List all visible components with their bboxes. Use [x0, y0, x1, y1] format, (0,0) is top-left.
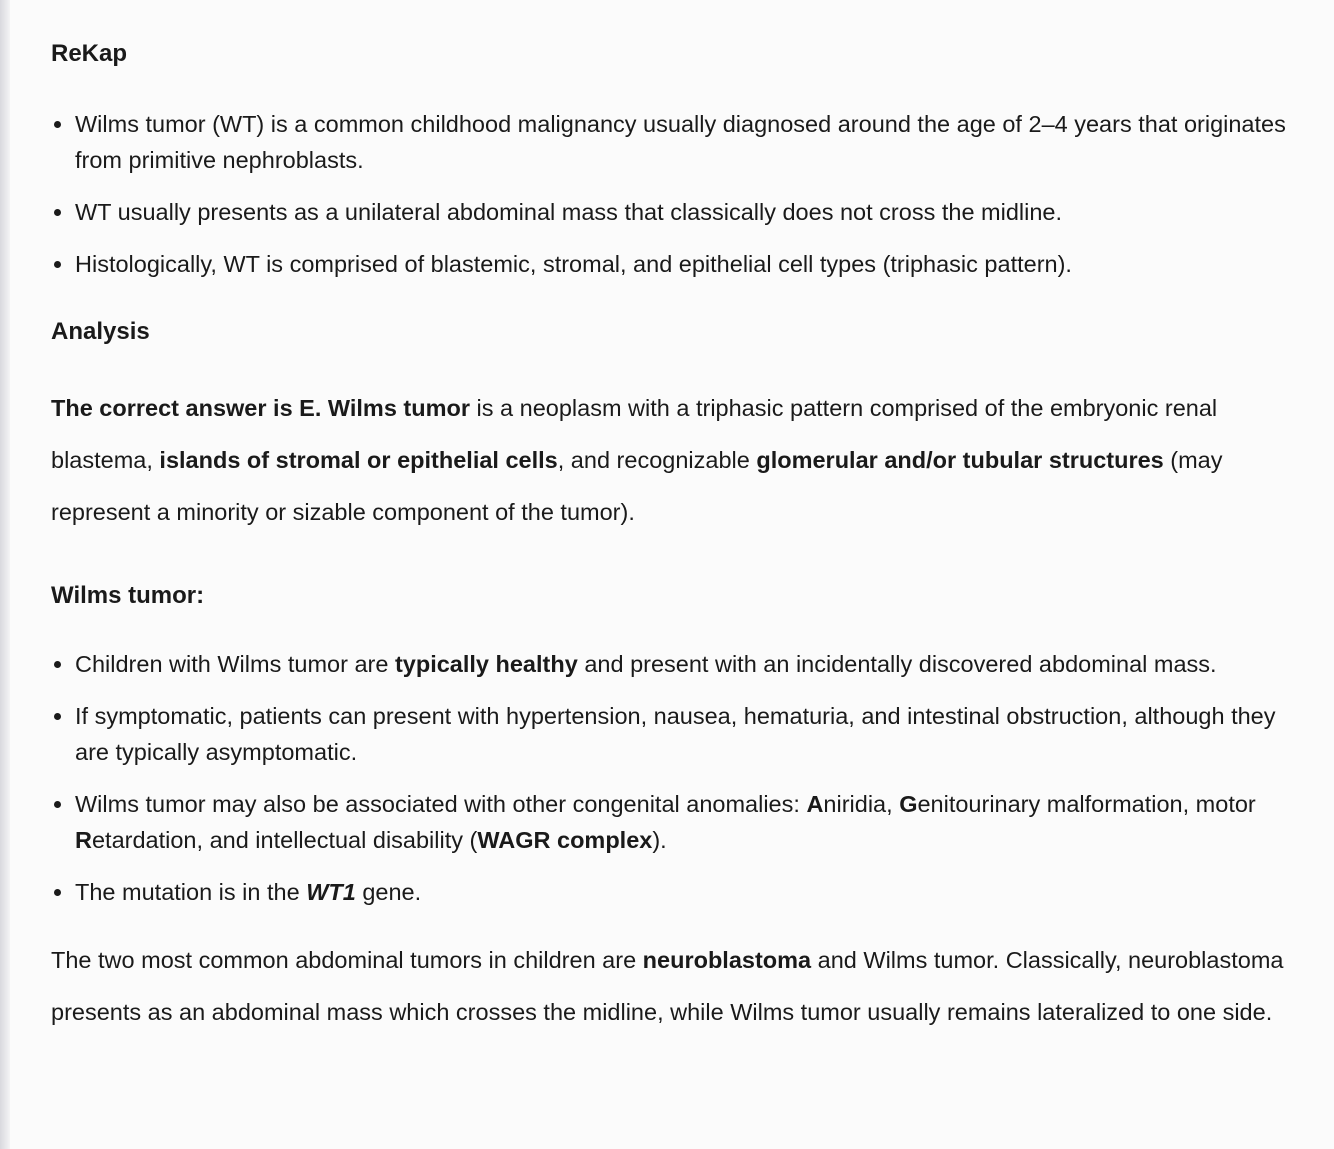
- rekap-bullet: Histologically, WT is comprised of blastemic, stromal, and epithelial cell types (triphasic pattern).: [51, 246, 1301, 282]
- rekap-list: [51, 106, 1301, 282]
- gene-name: WT1: [306, 879, 356, 905]
- closing-paragraph: The two most common abdominal tumors in children are neuroblastoma and Wilms tumor. Classically, neuroblastoma presents as an abdominal mass which crosses the midline, while Wilms tumor usually remains lateralized to one side.: [51, 947, 1284, 1025]
- rekap-bullet: Wilms tumor (WT) is a common childhood malignancy usually diagnosed around the age of 2–4 years that originates from primitive nephroblasts.: [51, 106, 1301, 178]
- wilms-list: [51, 646, 1301, 910]
- wilms-bullet: Wilms tumor may also be associated with other congenital anomalies: Aniridia, Genitourinary malformation, motor Retardation, and intellectual disability (WAGR complex).: [51, 786, 1301, 858]
- correct-answer-text: The correct answer is E. Wilms tumor: [51, 395, 470, 421]
- wilms-heading: Wilms tumor:: [51, 582, 205, 609]
- rekap-bullet: WT usually presents as a unilateral abdominal mass that classically does not cross the midline.: [51, 194, 1301, 230]
- analysis-heading: Analysis: [51, 318, 150, 345]
- left-border: [0, 0, 10, 1149]
- explanation-content: [51, 36, 1301, 1038]
- wilms-bullet: The mutation is in the WT1 gene.: [51, 874, 1301, 910]
- analysis-paragraph: The correct answer is E. Wilms tumor is a neoplasm with a triphasic pattern comprised of the embryonic renal blastema, islands of stromal or epithelial cells, and recognizable glomerular and/or tubular structures (may represent a minority or sizable component of the tumor).: [51, 395, 1223, 525]
- rekap-heading: ReKap: [51, 40, 128, 67]
- wilms-bullet: If symptomatic, patients can present with hypertension, nausea, hematuria, and intestinal obstruction, although they are typically asymptomatic.: [51, 698, 1301, 770]
- wilms-bullet: Children with Wilms tumor are typically healthy and present with an incidentally discovered abdominal mass.: [51, 646, 1301, 682]
